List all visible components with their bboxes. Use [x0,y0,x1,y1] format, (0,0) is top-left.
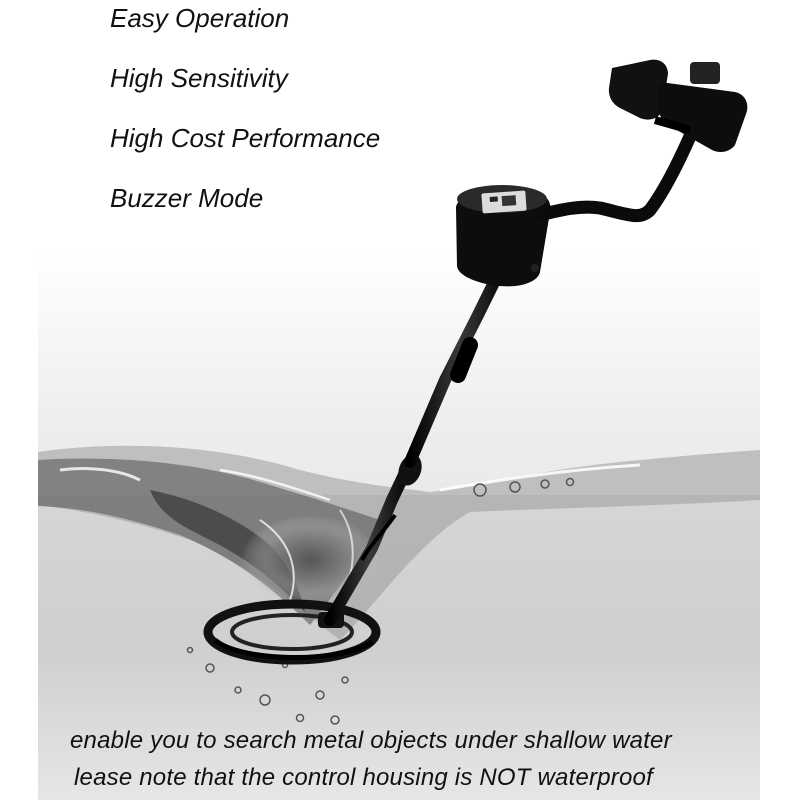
caption-line-1: enable you to search metal objects under shallow water [70,727,672,754]
feature-high-cost-performance: High Cost Performance [110,123,381,153]
feature-high-sensitivity: High Sensitivity [110,63,288,93]
feature-buzzer-mode: Buzzer Mode [110,183,264,213]
caption-line-2: lease note that the control housing is NOT waterproof [74,764,653,791]
arm-stem [540,125,695,216]
feature-easy-operation: Easy Operation [110,3,290,33]
control-housing [456,185,551,286]
arm-rest [609,60,748,152]
